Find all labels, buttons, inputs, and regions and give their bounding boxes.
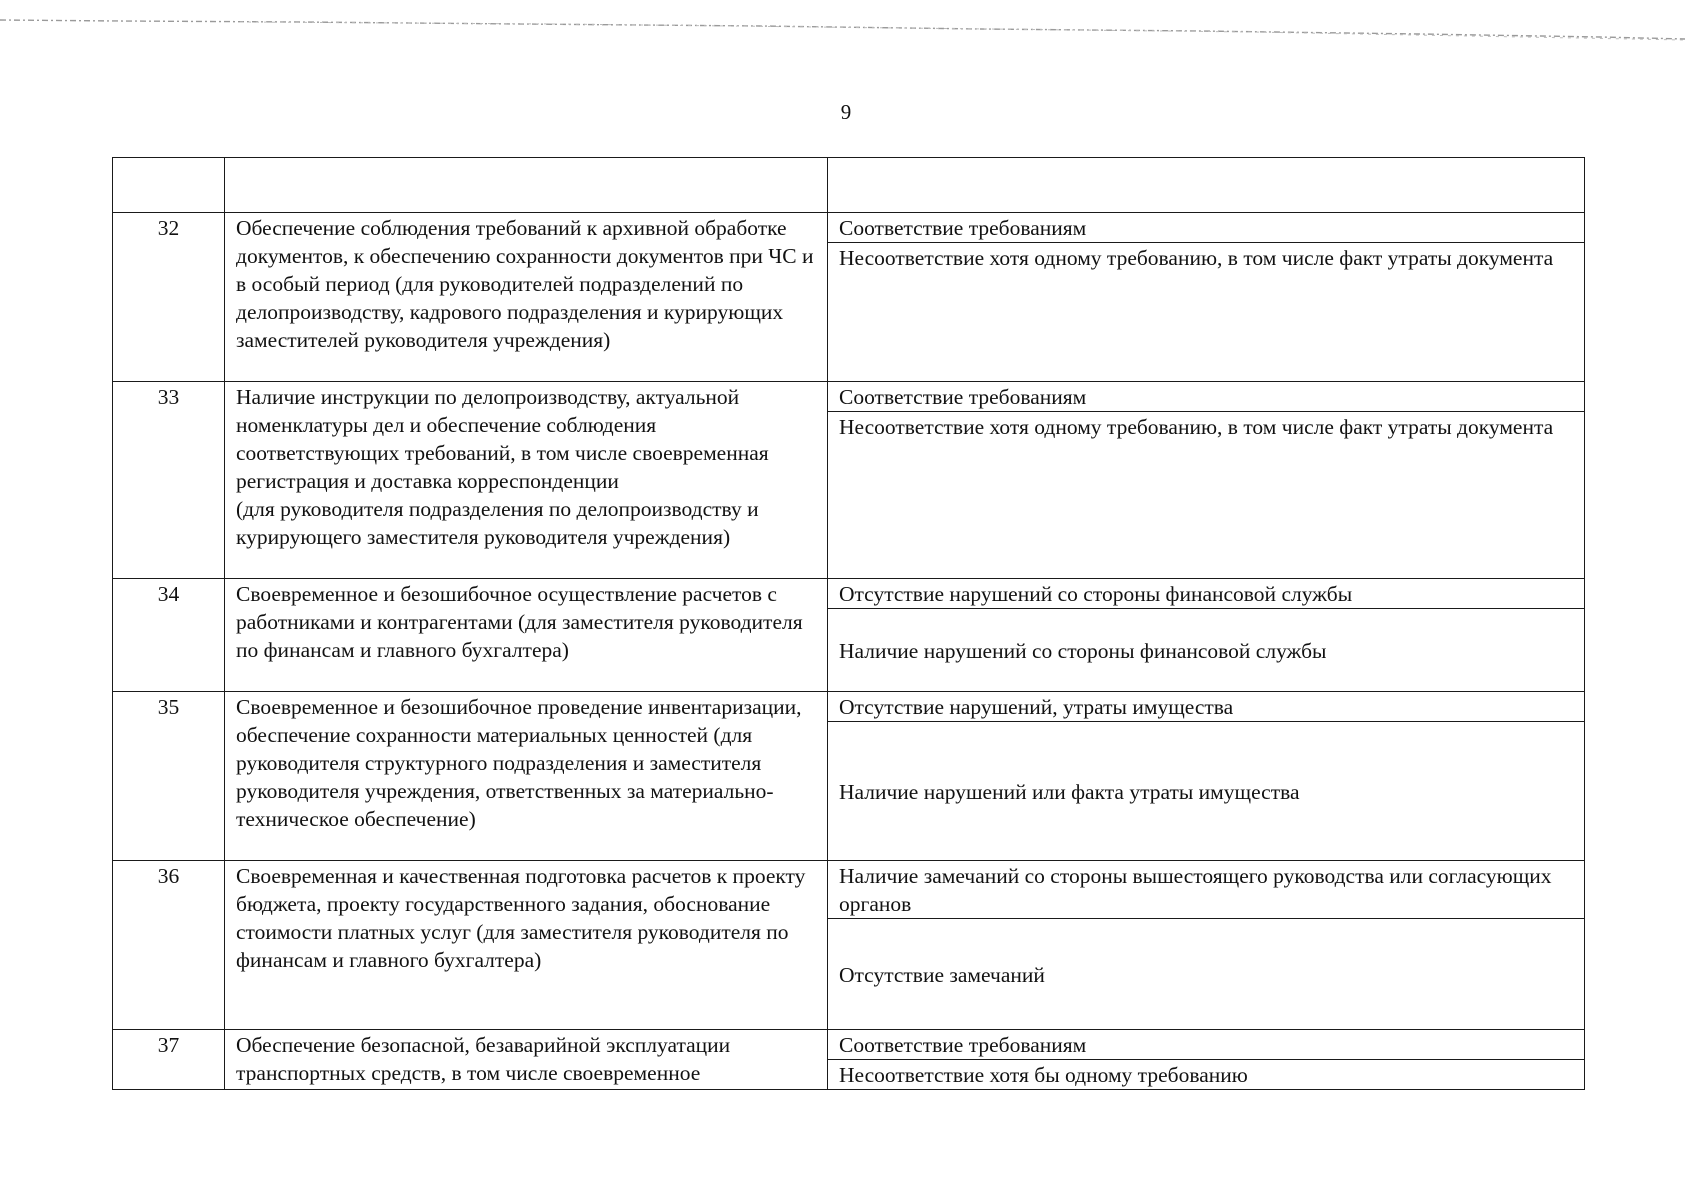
row-number: 36 (113, 861, 225, 1030)
evaluation-cell (828, 213, 1585, 382)
page-number: 9 (840, 100, 852, 124)
evaluation-option: Соответствие требованиям (828, 213, 1584, 243)
criterion-text: Обеспечение безопасной, безаварийной эксплуатации транспортных средств, в том числе своевременное (225, 1030, 828, 1090)
evaluation-cell (828, 382, 1585, 579)
header-cell-evaluation (828, 158, 1585, 213)
evaluation-option: Отсутствие нарушений со стороны финансовой службы (828, 579, 1584, 609)
row-number: 32 (113, 213, 225, 382)
criteria-table (112, 157, 1585, 1090)
evaluation-option: Соответствие требованиям (828, 382, 1584, 412)
table-row (113, 861, 1585, 1030)
evaluation-cell (828, 692, 1585, 861)
row-number: 33 (113, 382, 225, 579)
criterion-cell (225, 382, 828, 579)
criterion-text: Своевременная и качественная подготовка расчетов к проекту бюджета, проекту государственного задания, обоснование стоимости платных услуг (для заместителя руководителя по финансам и главного бухгалтера) (225, 861, 828, 1030)
row-number: 34 (113, 579, 225, 692)
evaluation-cell (828, 579, 1585, 692)
criterion-text: Своевременное и безошибочное проведение инвентаризации, обеспечение сохранности материальных ценностей (для руководителя структурного подразделения и заместителя руководителя учреждения, ответственных за материально-техническое обеспечение) (225, 692, 828, 861)
header-cell-number (113, 158, 225, 213)
table-row (113, 579, 1585, 692)
evaluation-option: Несоответствие хотя одному требованию, в том числе факт утраты документа (839, 415, 1554, 439)
criterion-text: Обеспечение соблюдения требований к архивной обработке документов, к обеспечению сохранности документов при ЧС и в особый период (для руководителей подразделений по делопроизводству, кадрового подразделения и курирующих заместителей руководителя учреждения) (225, 213, 828, 382)
scan-edge-artifact (0, 18, 1685, 58)
table-row (113, 382, 1585, 579)
table-row (113, 213, 1585, 382)
table-row (113, 692, 1585, 861)
evaluation-option: Соответствие требованиям (828, 1030, 1584, 1060)
evaluation-option: Несоответствие хотя бы одному требованию (839, 1063, 1248, 1087)
row-number: 37 (113, 1030, 225, 1090)
evaluation-option: Наличие нарушений или факта утраты имущества (839, 779, 1300, 804)
table-header-row (113, 158, 1585, 213)
header-cell-criterion (225, 158, 828, 213)
evaluation-cell (828, 861, 1585, 1030)
criterion-text: Наличие инструкции по делопроизводству, актуальной номенклатуры дел и обеспечение соблюдения соответствующих требований, в том числе своевременная регистрация и доставка корреспонденции (236, 385, 769, 493)
table-row (113, 1030, 1585, 1090)
row-number: 35 (113, 692, 225, 861)
evaluation-option: Отсутствие нарушений, утраты имущества (828, 692, 1584, 722)
evaluation-option: Наличие замечаний со стороны вышестоящего руководства или согласующих органов (828, 861, 1584, 919)
criterion-text: Своевременное и безошибочное осуществление расчетов с работниками и контрагентами (для заместителя руководителя по финансам и главного бухгалтера) (225, 579, 828, 692)
evaluation-option: Отсутствие замечаний (839, 962, 1045, 987)
evaluation-option: Несоответствие хотя одному требованию, в том числе факт утраты документа (839, 246, 1554, 270)
evaluation-cell (828, 1030, 1585, 1090)
criterion-note: (для руководителя подразделения по делопроизводству и курирующего заместителя руководителя учреждения) (236, 497, 759, 549)
evaluation-option: Наличие нарушений со стороны финансовой службы (839, 638, 1327, 663)
